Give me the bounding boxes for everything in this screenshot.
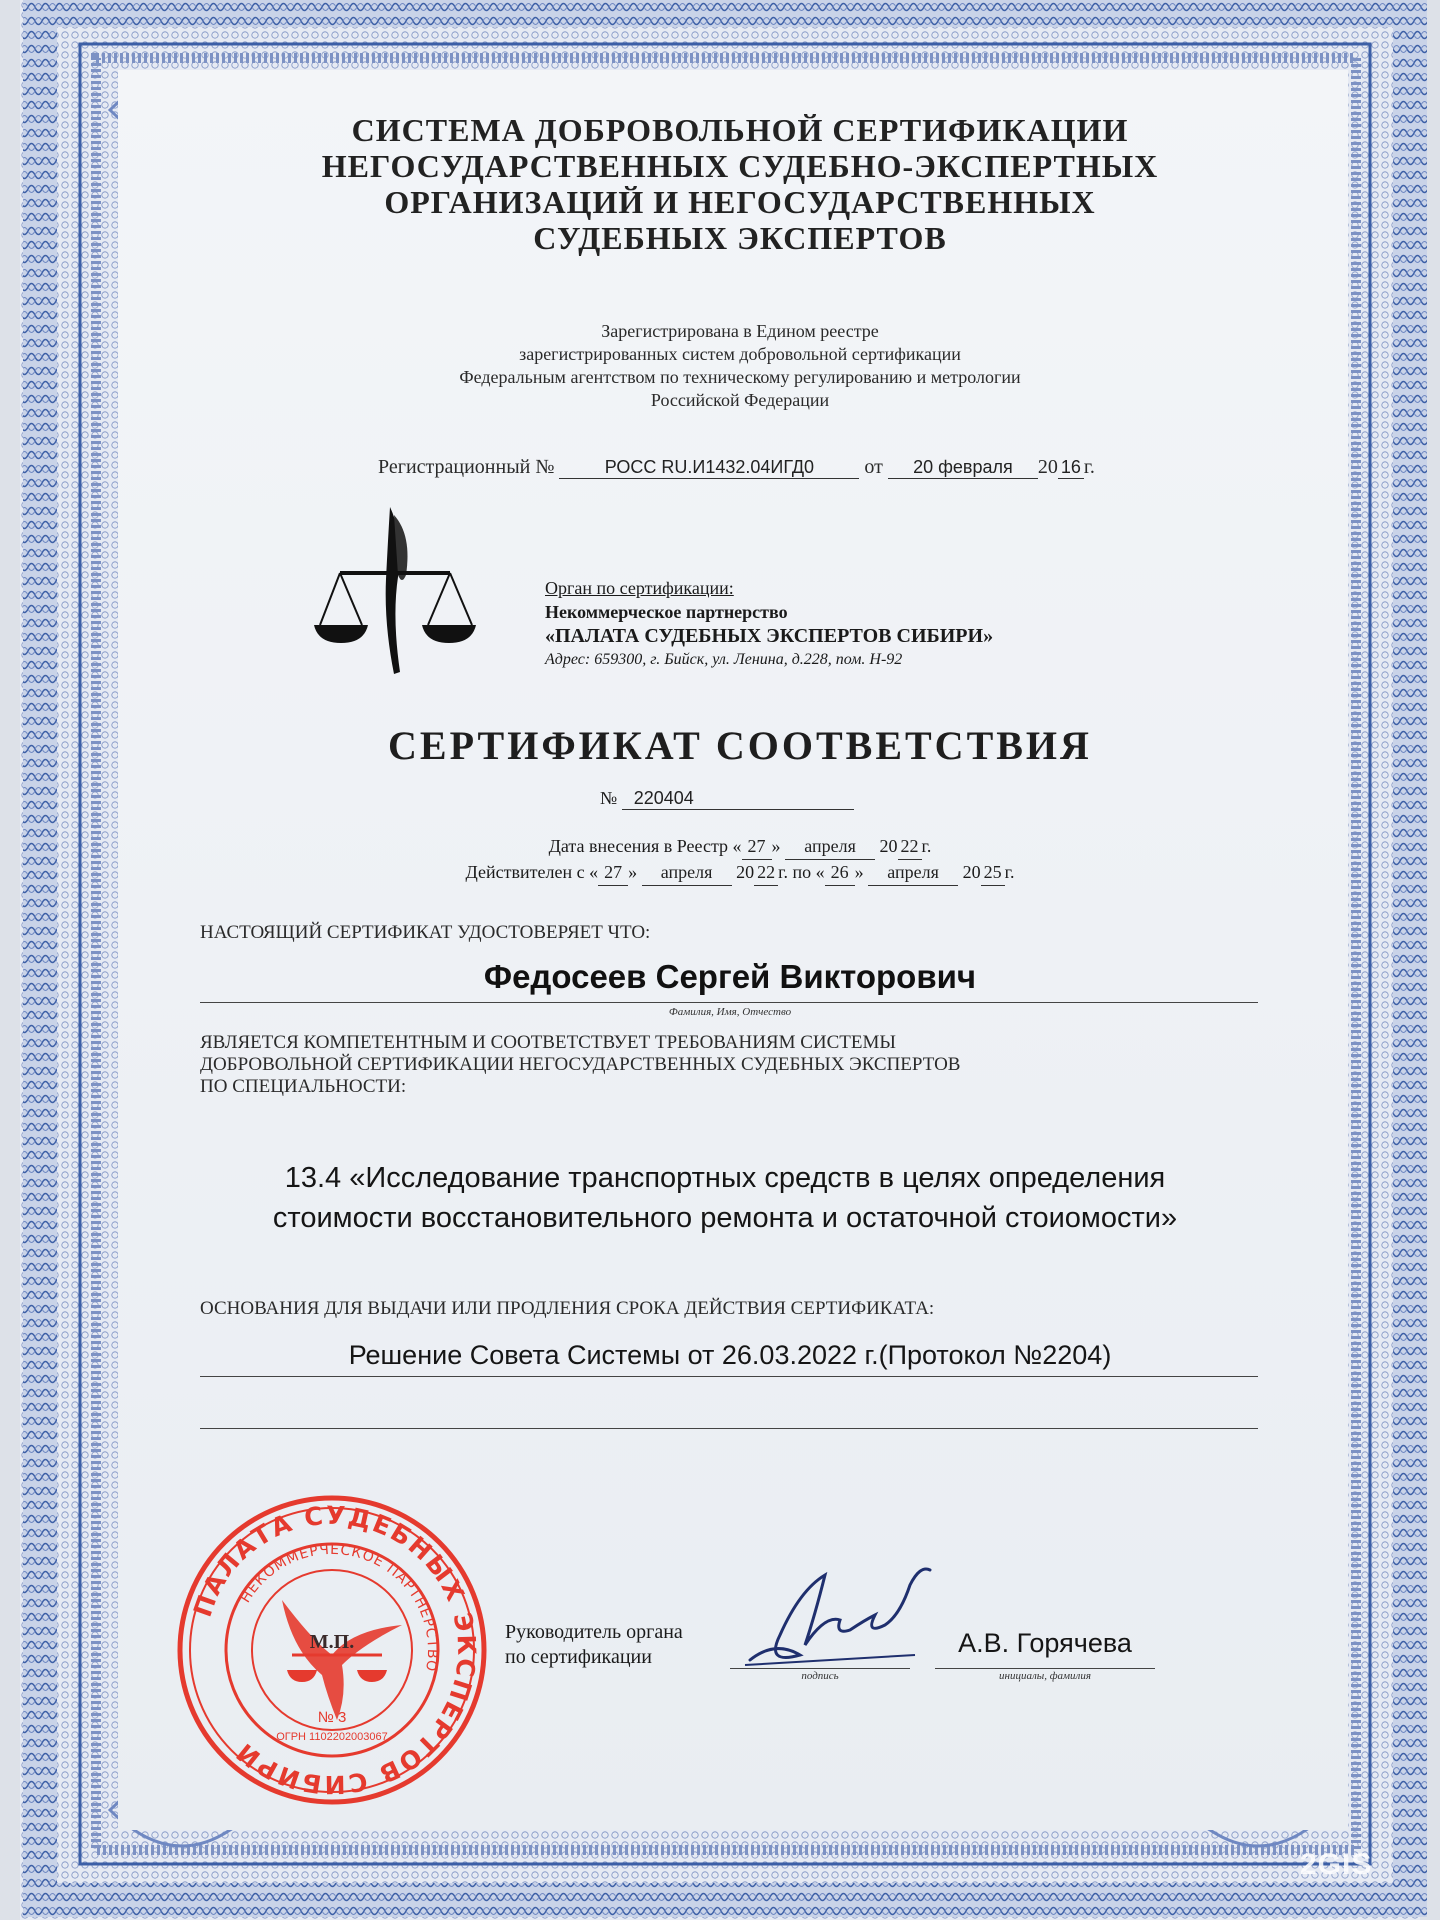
certifies-label: НАСТОЯЩИЙ СЕРТИФИКАТ УДОСТОВЕРЯЕТ ЧТО:	[200, 922, 651, 943]
name-underline	[200, 1002, 1258, 1003]
svg-text:М.П.: М.П.	[309, 1631, 355, 1653]
handwritten-signature	[740, 1565, 960, 1685]
specialty: 13.4 «Исследование транспортных средств в целях определения стоимости восстановительного ремонта и остаточной стоиомости»	[272, 1162, 1178, 1234]
signature-caption: подпись	[801, 1670, 839, 1682]
basis-underline	[200, 1376, 1258, 1377]
svg-text:НЕКОММЕРЧЕСКОЕ ПАРТНЕРСТВО: НЕКОММЕРЧЕСКОЕ ПАРТНЕРСТВО	[237, 1541, 441, 1674]
registration-year: 16	[1058, 457, 1084, 479]
signer-name: А.В. Горячева	[958, 1628, 1132, 1658]
basis-text: Решение Совета Системы от 26.03.2022 г.(Протокол №2204)	[348, 1340, 1112, 1370]
name-caption: Фамилия, Имя, Отчество	[668, 1006, 792, 1018]
registration-number: РОСС RU.И1432.04ИГД0	[559, 457, 859, 479]
basis-label: ОСНОВАНИЯ ДЛЯ ВЫДАЧИ ИЛИ ПРОДЛЕНИЯ СРОКА ДЕЙСТВИЯ СЕРТИФИКАТА:	[200, 1298, 935, 1319]
system-title: СИСТЕМА ДОБРОВОЛЬНОЙ СЕРТИФИКАЦИИ НЕГОСУДАРСТВЕННЫХ СУДЕБНО-ЭКСПЕРТНЫХ ОРГАНИЗАЦИЙ И НЕГОСУДАРСТВЕННЫХ СУДЕБНЫХ ЭКСПЕРТОВ	[321, 112, 1159, 256]
registry-date-line: Дата внесения в Реестр « 27 » апреля 20 22 г.	[380, 834, 1100, 860]
registration-date: 20 февраля	[888, 457, 1038, 479]
competence-statement: ЯВЛЯЕТСЯ КОМПЕТЕНТНЫМ И СООТВЕТСТВУЕТ ТРЕБОВАНИЯМ СИСТЕМЫ ДОБРОВОЛЬНОЙ СЕРТИФИКАЦИИ НЕГОСУДАРСТВЕННЫХ СУДЕБНЫХ ЭКСПЕРТОВ ПО СПЕЦИАЛЬНОСТИ:	[200, 1032, 961, 1097]
svg-text:ОГРН 1102202003067: ОГРН 1102202003067	[276, 1731, 388, 1743]
certificate-number-line: № 220404	[600, 788, 900, 810]
registration-note: Зарегистрирована в Едином реестре зарегистрированных систем добровольной сертификации Федеральным агентством по техническому регулированию и метрологии Российской Федерации	[459, 321, 1021, 410]
certification-body: Орган по сертификации: Некоммерческое партнерство «ПАЛАТА СУДЕБНЫХ ЭКСПЕРТОВ СИБИРИ» Адрес: 659300, г. Бийск, ул. Ленина, д.228, пом. Н-92	[545, 578, 994, 668]
signer-caption: инициалы, фамилия	[999, 1670, 1091, 1682]
certificate-number: 220404	[622, 788, 854, 810]
registration-number-line: Регистрационный № РОСС RU.И1432.04ИГД0 от 20 февраля 20 16 г.	[378, 456, 1095, 478]
svg-text:№ 3: № 3	[317, 1709, 347, 1726]
head-of-body-label: Руководитель органа по сертификации	[505, 1621, 683, 1668]
basis-underline-2	[200, 1428, 1258, 1429]
watermark: 2GIS	[1300, 1848, 1373, 1881]
certificate-title: СЕРТИФИКАТ СООТВЕТСТВИЯ	[388, 723, 1092, 768]
organization-stamp	[172, 1490, 492, 1810]
validity-line: Действителен с « 27 » апреля 20 22 г. по « 26 » апреля 20 25 г.	[380, 860, 1100, 886]
scales-of-justice-icon	[310, 505, 480, 675]
certificate-dates	[380, 834, 1100, 886]
signature-line	[730, 1668, 910, 1669]
signer-line	[935, 1668, 1155, 1669]
expert-full-name: Федосеев Сергей Викторович	[483, 958, 977, 995]
svg-text:ПАЛАТА СУДЕБНЫХ ЭКСПЕРТОВ СИБИ: ПАЛАТА СУДЕБНЫХ ЭКСПЕРТОВ СИБИРИ	[187, 1500, 482, 1800]
